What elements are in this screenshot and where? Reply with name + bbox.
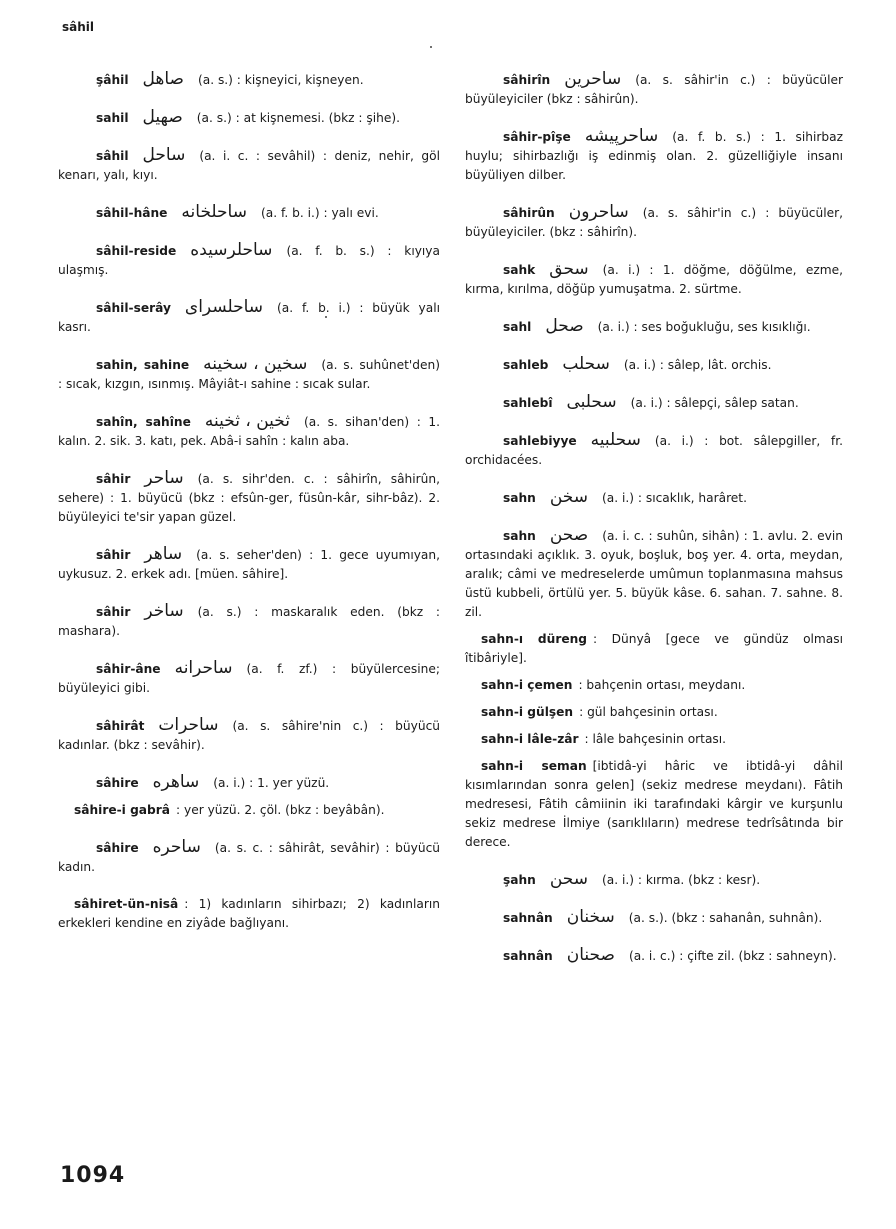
entry-headword: sahn bbox=[503, 529, 536, 543]
entry-definition: (a. i.) : sıcaklık, harâret. bbox=[602, 491, 747, 505]
entry-headword: sahk bbox=[503, 263, 536, 277]
entry-headword: sahil bbox=[96, 111, 129, 125]
entry-arabic-script: ساهره bbox=[152, 772, 200, 792]
running-head: sâhil bbox=[62, 20, 95, 34]
dictionary-entry bbox=[465, 946, 843, 966]
entry-definition: (a. s. sâhir'in c.) : büyücüler, büyüleyiciler. (bkz : sâhirîn). bbox=[465, 206, 843, 239]
entry-definition: (a. s. seher'den) : 1. gece uyumıyan, uykusuz. 2. erkek adı. [müen. sâhire]. bbox=[58, 548, 440, 581]
dictionary-entry bbox=[465, 355, 843, 375]
entry-arabic-script: ساحل bbox=[142, 145, 186, 165]
dictionary-entry bbox=[58, 895, 440, 933]
entry-headword: sahn-i seman bbox=[481, 759, 587, 773]
dictionary-entry bbox=[58, 298, 440, 337]
entry-headword: sahn-i gülşen bbox=[481, 705, 574, 719]
entry-definition: : lâle bahçesinin ortası. bbox=[584, 732, 727, 746]
entry-arabic-script: ساحره bbox=[152, 837, 201, 857]
entry-definition: : yer yüzü. 2. çöl. (bkz : beyâbân). bbox=[176, 803, 385, 817]
entry-arabic-script: سخن bbox=[549, 487, 589, 507]
entry-definition: (a. f. b. i.) : büyük yalı kasrı. bbox=[58, 301, 440, 334]
entry-headword: sâhirîn bbox=[503, 73, 551, 87]
entry-headword: sâhir bbox=[96, 605, 131, 619]
entry-arabic-script: صهيل bbox=[142, 107, 183, 127]
dictionary-entry bbox=[465, 703, 843, 722]
dictionary-entry bbox=[465, 317, 843, 337]
dictionary-entry bbox=[465, 870, 843, 890]
entry-definition: (a. i.) : 1. döğme, döğülme, ezme, kırma, kırılma, döğüp yumuşatma. 2. sürtme. bbox=[465, 263, 843, 296]
entry-arabic-script: صحن bbox=[549, 525, 589, 545]
dictionary-entry bbox=[58, 70, 440, 90]
dictionary-entry bbox=[58, 602, 440, 641]
entry-arabic-script: ساحلخانه bbox=[181, 202, 247, 222]
dictionary-entry bbox=[465, 393, 843, 413]
entry-headword: sâhir bbox=[96, 472, 131, 486]
entry-definition: (a. s.) : maskaralık eden. (bkz : mashara). bbox=[58, 605, 440, 638]
dictionary-entry bbox=[58, 801, 440, 820]
dictionary-entry bbox=[58, 716, 440, 755]
dictionary-entry bbox=[465, 260, 843, 299]
entry-arabic-script: صاهل bbox=[142, 69, 184, 89]
entry-definition: (a. s.) : at kişnemesi. (bkz : şihe). bbox=[196, 111, 400, 125]
entry-headword: sahn bbox=[503, 491, 536, 505]
entry-headword: sahîn, sahîne bbox=[96, 415, 191, 429]
entry-definition: (a. i.) : ses boğukluğu, ses kısıklığı. bbox=[597, 320, 811, 334]
entry-definition: (a. s.). (bkz : sahanân, suhnân). bbox=[628, 911, 823, 925]
entry-arabic-script: سحلب bbox=[562, 354, 610, 374]
entry-headword: sahl bbox=[503, 320, 532, 334]
entry-arabic-script: سحق bbox=[549, 259, 589, 279]
entry-definition: (a. i.) : sâlepçi, sâlep satan. bbox=[630, 396, 799, 410]
entry-arabic-script: ساحر bbox=[144, 468, 184, 488]
entry-headword: sahn-ı düreng bbox=[481, 632, 588, 646]
entry-arabic-script: سحلبيه bbox=[590, 430, 641, 450]
dictionary-entry bbox=[465, 70, 843, 109]
entry-definition: (a. s. c. : sâhirât, sevâhir) : büyücü kadın. bbox=[58, 841, 440, 874]
dictionary-entry bbox=[58, 355, 440, 394]
entry-arabic-script: ساحرانه bbox=[174, 658, 233, 678]
dictionary-entry bbox=[58, 203, 440, 223]
entry-arabic-script: ساخر bbox=[144, 601, 184, 621]
page-number: 1094 bbox=[60, 1163, 126, 1188]
entry-definition: (a. i. c. : sevâhil) : deniz, nehir, göl kenarı, yalı, kıyı. bbox=[58, 149, 440, 182]
entry-arabic-script: ساحلرسيده bbox=[190, 240, 273, 260]
entry-headword: şahn bbox=[503, 873, 536, 887]
entry-headword: sahnân bbox=[503, 949, 553, 963]
entry-headword: sahn-i çemen bbox=[481, 678, 573, 692]
entry-definition: (a. s. sihr'den. c. : sâhirîn, sâhirûn, sehere) : 1. büyücü (bkz : efsûn-ger, füsûn-kâr, sihr-bâz). 2. büyüleyici te'sir yapan güzel. bbox=[58, 472, 440, 524]
dictionary-entry bbox=[465, 127, 843, 185]
entry-definition: (a. s. sâhire'nin c.) : büyücü kadınlar. (bkz : sevâhir). bbox=[58, 719, 440, 752]
entry-headword: sâhil bbox=[96, 149, 129, 163]
dictionary-entry bbox=[465, 757, 843, 852]
entry-arabic-script: سخنان bbox=[566, 907, 615, 927]
entry-headword: sahleb bbox=[503, 358, 549, 372]
entry-headword: sahnân bbox=[503, 911, 553, 925]
entry-definition: (a. f. zf.) : büyülercesine; büyüleyici gibi. bbox=[58, 662, 440, 695]
dictionary-entry bbox=[465, 630, 843, 668]
entry-headword: sâhir-âne bbox=[96, 662, 161, 676]
dictionary-entry bbox=[58, 412, 440, 451]
entry-headword: sâhirât bbox=[96, 719, 145, 733]
entry-headword: sahlebî bbox=[503, 396, 553, 410]
dictionary-entry bbox=[58, 838, 440, 877]
dictionary-entry bbox=[465, 730, 843, 749]
entry-headword: şâhil bbox=[96, 73, 129, 87]
dictionary-entry bbox=[58, 659, 440, 698]
entry-arabic-script: سحلبى bbox=[566, 392, 617, 412]
entry-headword: sâhir-pîşe bbox=[503, 130, 571, 144]
dictionary-entry bbox=[465, 526, 843, 622]
entry-headword: sâhil-hâne bbox=[96, 206, 168, 220]
entry-definition: (a. s. suhûnet'den) : sıcak, kızgın, ısınmış. Mâyiât-ı sahine : sıcak sular. bbox=[58, 358, 440, 391]
entry-definition: (a. i.) : bot. sâlepgiller, fr. orchidacées. bbox=[465, 434, 843, 467]
entry-arabic-script: ساحرات bbox=[158, 715, 219, 735]
entry-headword: sahlebiyye bbox=[503, 434, 577, 448]
entry-arabic-script: صحنان bbox=[566, 945, 615, 965]
entry-arabic-script: ثخين ، ثخينه bbox=[204, 411, 290, 431]
paper-speck bbox=[430, 46, 432, 48]
entry-headword: sâhire bbox=[96, 841, 139, 855]
entry-definition: (a. f. b. i.) : yalı evi. bbox=[260, 206, 379, 220]
entry-arabic-script: ساهر bbox=[144, 544, 183, 564]
entry-headword: sâhir bbox=[96, 548, 131, 562]
entry-definition: (a. f. b. s.) : kıyıya ulaşmış. bbox=[58, 244, 440, 277]
entry-arabic-script: ساحرپيشه bbox=[584, 126, 659, 146]
entry-headword: sâhire bbox=[96, 776, 139, 790]
entry-definition: (a. i.) : kırma. (bkz : kesr). bbox=[602, 873, 761, 887]
dictionary-entry bbox=[58, 773, 440, 793]
paper-speck bbox=[325, 316, 327, 318]
entry-headword: sâhil-serây bbox=[96, 301, 171, 315]
entry-headword: sahin, sahine bbox=[96, 358, 190, 372]
entry-definition: (a. i. c.) : çifte zil. (bkz : sahneyn). bbox=[628, 949, 837, 963]
entry-definition: : bahçenin ortası, meydanı. bbox=[578, 678, 746, 692]
entry-definition: : 1) kadınların sihirbazı; 2) kadınların erkekleri kendine en ziyâde bağlıyanı. bbox=[58, 897, 440, 930]
entry-arabic-script: صحل bbox=[545, 316, 584, 336]
entry-arabic-script: سحن bbox=[549, 869, 589, 889]
dictionary-entry bbox=[58, 545, 440, 584]
left-column bbox=[58, 70, 440, 951]
dictionary-entry bbox=[465, 676, 843, 695]
dictionary-entry bbox=[58, 469, 440, 527]
entry-definition: (a. s.) : kişneyici, kişneyen. bbox=[197, 73, 364, 87]
entry-definition: (a. f. b. s.) : 1. sihirbaz huylu; sihirbazlığı iş edinmiş olan. 2. güzelliğiyle insanı büyüliyen dilber. bbox=[465, 130, 843, 182]
entry-arabic-script: سخين ، سخينه bbox=[203, 354, 308, 374]
entry-headword: sâhil-reside bbox=[96, 244, 177, 258]
entry-definition: [ibtidâ-yi hâric ve ibtidâ-yi dâhil kısımlarından sonra gelen] (sekiz medrese meydanı). Fâtih medresesi, Fâtih câmiinin iki tarafındaki kârgir ve kurşunlu sekiz medrese İlmiye (sarıklıların) medrese tedrîsâtında bir derece. bbox=[465, 759, 844, 849]
dictionary-entry bbox=[58, 146, 440, 185]
entry-definition: (a. i.) : sâlep, lât. orchis. bbox=[623, 358, 772, 372]
entry-arabic-script: ساحرين bbox=[564, 69, 622, 89]
entry-definition: : gül bahçesinin ortası. bbox=[579, 705, 718, 719]
entry-headword: sâhirûn bbox=[503, 206, 555, 220]
dictionary-entry bbox=[465, 203, 843, 242]
entry-definition: : Dünyâ [gece ve gündüz olması îtibâriyle]. bbox=[465, 632, 843, 665]
dictionary-entry bbox=[58, 108, 440, 128]
right-column bbox=[465, 70, 843, 984]
dictionary-entry bbox=[465, 488, 843, 508]
entry-arabic-script: ساحرون bbox=[568, 202, 629, 222]
entry-definition: (a. s. sâhir'in c.) : büyücüler büyüleyiciler (bkz : sâhirûn). bbox=[465, 73, 843, 106]
dictionary-entry bbox=[465, 908, 843, 928]
entry-definition: (a. s. sihan'den) : 1. kalın. 2. sik. 3. katı, pek. Abâ-i sahîn : kalın aba. bbox=[58, 415, 440, 448]
entry-headword: sâhire-i gabrâ bbox=[74, 803, 170, 817]
entry-headword: sâhiret-ün-nisâ bbox=[74, 897, 179, 911]
dictionary-entry bbox=[58, 241, 440, 280]
dictionary-entry bbox=[465, 431, 843, 470]
entry-definition: (a. i.) : 1. yer yüzü. bbox=[213, 776, 330, 790]
entry-definition: (a. i. c. : suhûn, sihân) : 1. avlu. 2. evin ortasındaki açıklık. 3. oyuk, boşluk, boş yer. 4. orta, meydan, aralık; câmi ve medreselerde umûmun toplanmasına mahsus üstü kubbeli, örtülü yer. 5. büyük kâse. 6. sahan. 7. sahne. 8. zil. bbox=[465, 529, 843, 619]
entry-arabic-script: ساحلسراى bbox=[184, 297, 264, 317]
entry-headword: sahn-i lâle-zâr bbox=[481, 732, 579, 746]
